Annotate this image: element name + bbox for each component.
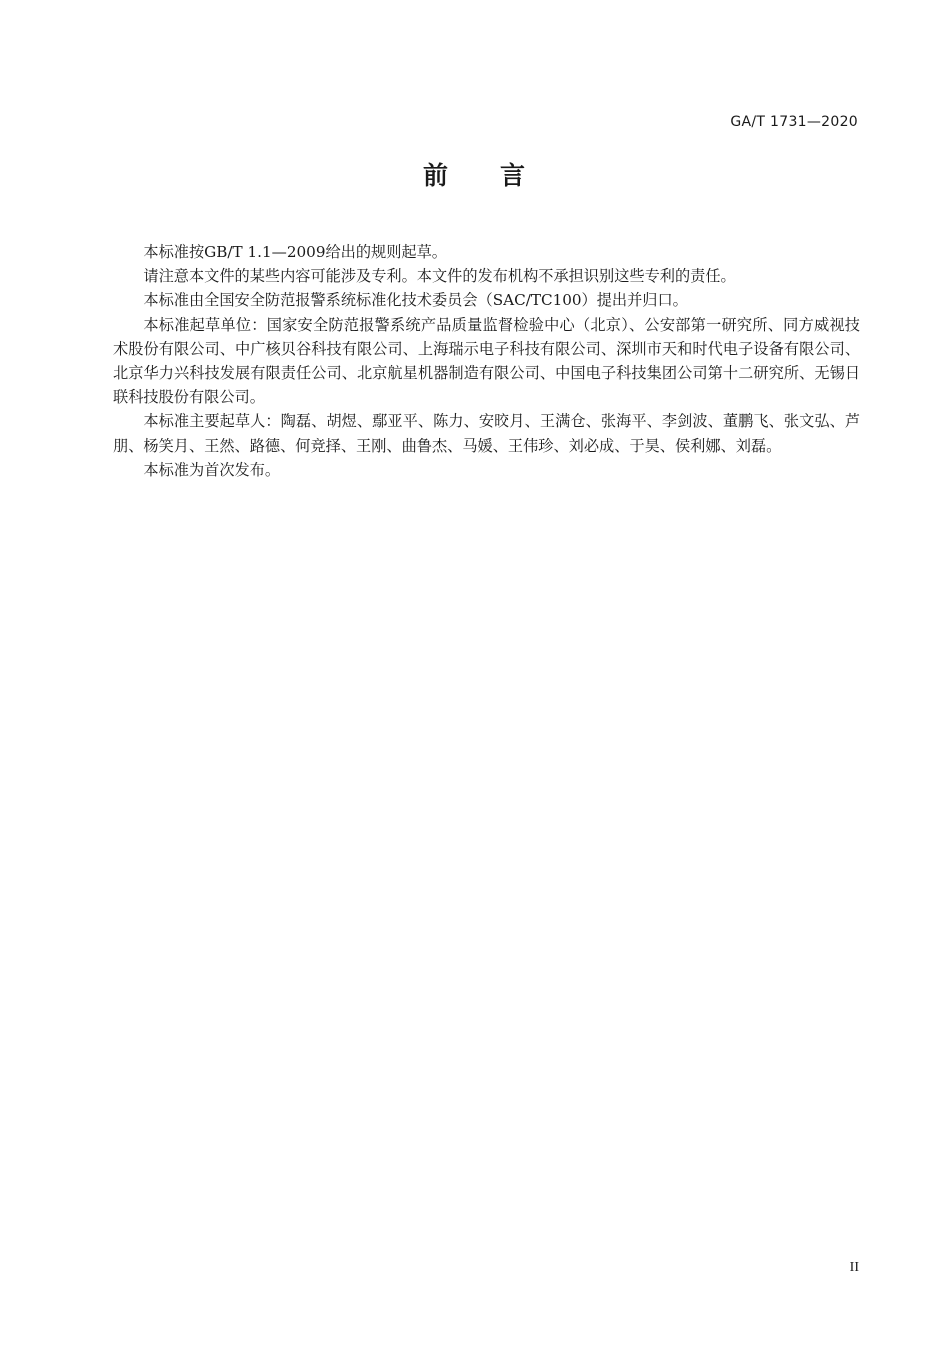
paragraph-first-release: 本标准为首次发布。 bbox=[143, 460, 281, 479]
page-number: II bbox=[849, 1260, 859, 1275]
paragraph-patent-notice: 请注意本文件的某些内容可能涉及专利。本文件的发布机构不承担识别这些专利的责任。 bbox=[143, 267, 736, 286]
paragraph-drafting-rules: 本标准按GB/T 1.1—2009给出的规则起草。 bbox=[143, 243, 447, 261]
section-title bbox=[0, 156, 950, 192]
paragraph-drafting-units: 本标准起草单位：国家安全防范报警系统产品质量监督检验中心（北京）、公安部第一研究所、同方威视技术股份有限公司、中广核贝谷科技有限公司、上海瑞示电子科技有限公司、深圳市天和时代电子设备有限公司、北京华力兴科技发展有限责任公司、北京航星机器制造有限公司、中国电子科技集团公司第十二研究所、无锡日联科技股份有限公司。 bbox=[113, 315, 860, 407]
foreword-body bbox=[113, 240, 860, 482]
title-char-1: 前 bbox=[422, 161, 450, 190]
paragraph-proposed-by: 本标准由全国安全防范报警系统标准化技术委员会（SAC/TC100）提出并归口。 bbox=[143, 291, 688, 310]
paragraph-drafters: 本标准主要起草人：陶磊、胡煜、鄢亚平、陈力、安晈月、王满仓、张海平、李剑波、董鹏飞、张文弘、芦朋、杨笑月、王然、路德、何竞择、王刚、曲鲁杰、马媛、王伟珍、刘必成、于昊、侯利娜、刘磊。 bbox=[113, 412, 860, 455]
title-char-2: 言 bbox=[500, 161, 528, 190]
document-code: GA/T 1731—2020 bbox=[730, 114, 858, 130]
